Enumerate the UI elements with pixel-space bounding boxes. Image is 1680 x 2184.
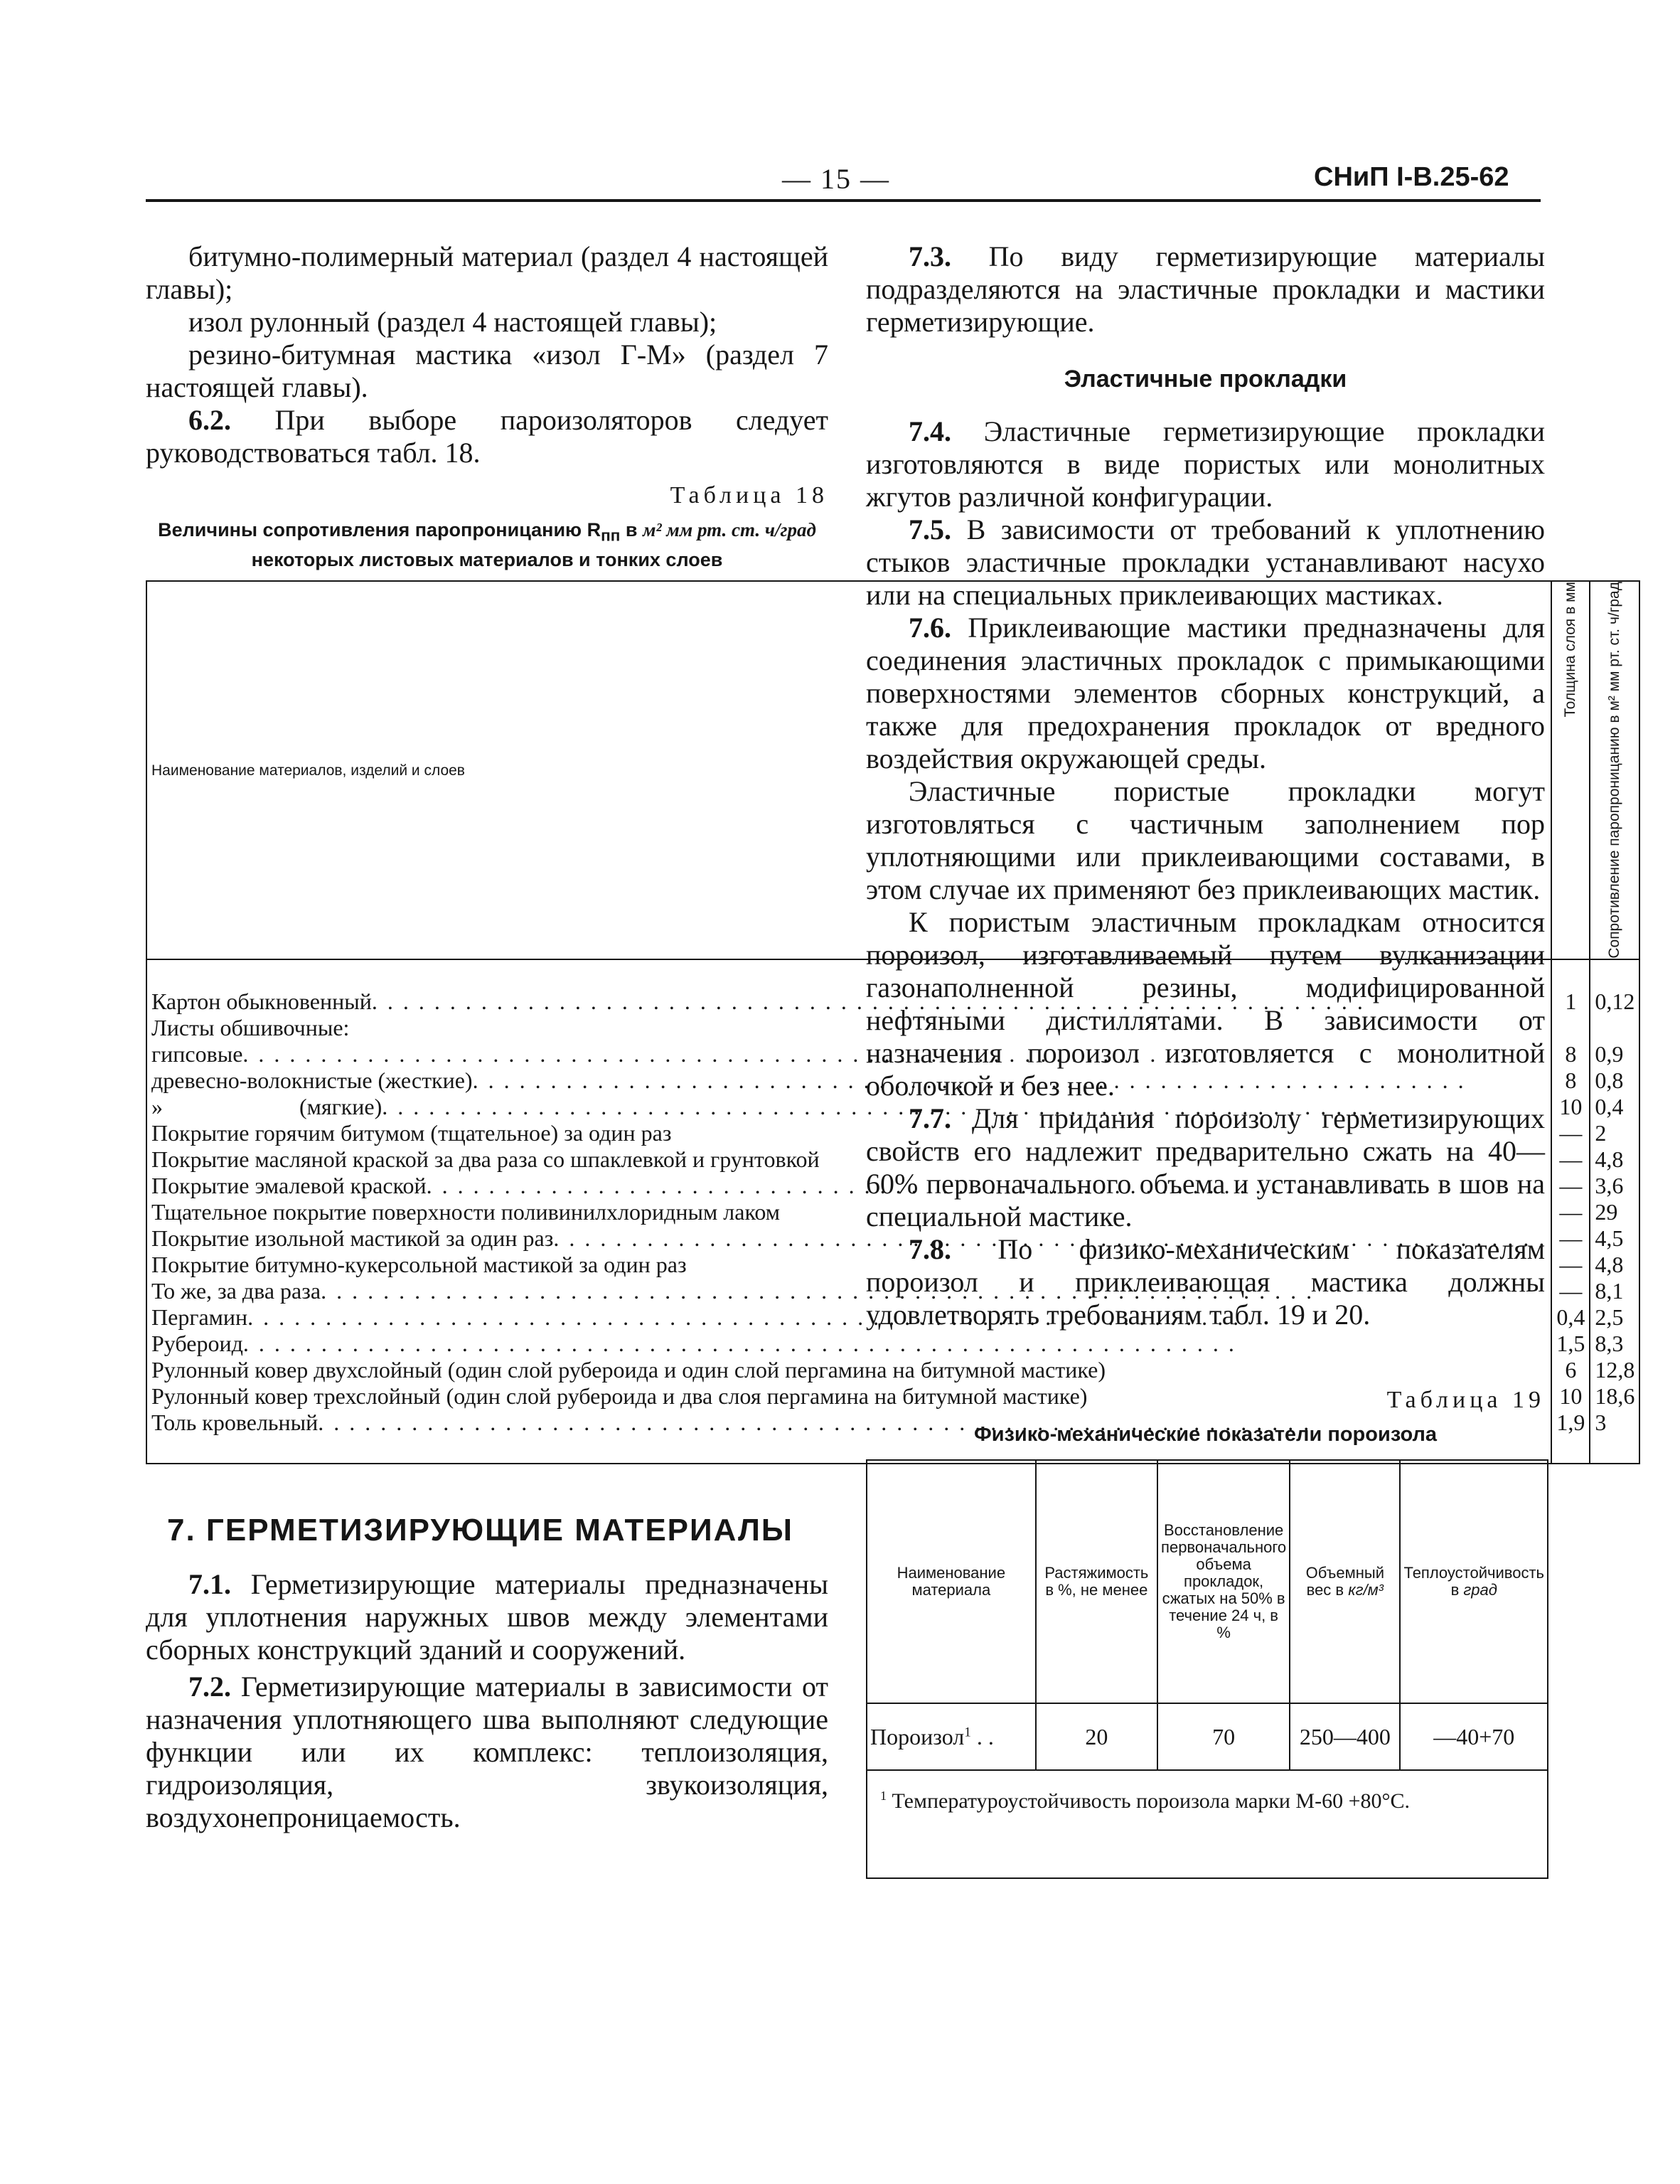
material-name: древесно-волокнистые (жесткие) [151,1067,473,1094]
cell-temperature: —40+70 [1400,1703,1548,1770]
material-name: гипсовые [151,1041,243,1067]
paragraph-bitumen-polymer: битумно-полимерный материал (раздел 4 настоящей главы); [146,240,828,305]
cell-resistance: 12,8 [1590,1357,1639,1383]
cell-weight: 250—400 [1290,1703,1400,1770]
paragraph-porous-gaskets: Эластичные пористые прокладки могут изготовляться с частичным заполнением пор уплотняющими или приклеивающими составами, в этом случае их применяют без приклеивающих мастик. [866,775,1545,905]
table-18-label: Таблица 18 [670,482,828,508]
material-name: Покрытие изольной мастикой за один раз [151,1225,554,1252]
paragraph-poroizol: К пористым эластичным прокладкам относится пороизол, изготавливаемый путем вулканизации газонаполненной резины, модифицированной нефтяными дистиллятами. В зависимости от назначения пороизол изготовляется с монолитной оболочкой и без нее. [866,906,1545,1102]
header-units: град [1463,1581,1497,1599]
material-name: Тщательное покрытие поверхности поливинилхлоридным лаком [151,1199,781,1225]
clause-number: 7.4. [909,415,951,447]
cell-thickness: 8 [1551,1041,1590,1067]
paragraph-7-2 [146,1671,828,1834]
table-18-caption [146,518,828,572]
cell-resistance: 0,9 [1590,1041,1639,1067]
material-name: » (мягкие) [151,1094,382,1120]
clause-text: В зависимости от требований к уплотнению стыков эластичные прокладки устанавливают насухо или на специальных приклеивающих мастиках. [866,513,1546,611]
caption-part: Величины сопротивления паропроницанию R [158,519,601,540]
clause-text: При выборе пароизоляторов следует руководствоваться табл. 18. [146,404,829,469]
material-name: Рулонный ковер двухслойный (один слой рубероида и один слой пергамина на битумной мастике) [151,1357,1106,1383]
cell-thickness: 1 [1551,959,1590,1015]
table-19 [866,1459,1548,1879]
paragraph-7-5 [866,513,1545,612]
caption-part: в [625,519,638,540]
vertical-header-text: Сопротивление паропроницанию в м² мм рт. ст. ч/град [1606,582,1623,959]
cell-resistance [1590,1015,1639,1041]
material-name: Покрытие эмалевой краской [151,1173,427,1199]
cell-material [867,1703,1036,1770]
cell-thickness: — [1551,1278,1590,1304]
subheading-elastic-gaskets: Эластичные прокладки [1064,366,1347,393]
material-name: То же, за два раза [151,1278,321,1304]
cell-thickness: 8 [1551,1067,1590,1094]
column-header-restore: Восстановление первоначального объема прокладок, сжатых на 50% в течение 24 ч, в % [1157,1460,1290,1703]
header-rule [146,199,1541,202]
cell-thickness: 10 [1551,1383,1590,1410]
cell-resistance: 0,4 [1590,1094,1639,1120]
clause-number: 7.7. [909,1102,951,1134]
caption-part: некоторых листовых материалов и тонких слоев [251,549,723,571]
cell-thickness: — [1551,1225,1590,1252]
cell-resistance: 2 [1590,1120,1639,1146]
cell-resistance: 8,3 [1590,1331,1639,1357]
cell-thickness: 10 [1551,1094,1590,1120]
clause-text: Приклеивающие мастики предназначены для соединения эластичных прокладок с примыкающими поверхностями элементов сборных конструкций, а также для предохранения прокладок от вредного воздействия окружающей среды. [866,612,1545,774]
footnote-mark: 1 [964,1725,971,1740]
paragraph-izol-roll: изол рулонный (раздел 4 настоящей главы); [188,306,717,338]
material-name: Рубероид [151,1331,243,1357]
column-header-thickness [1551,581,1590,959]
clause-number: 7.8. [909,1233,951,1265]
right-column [866,240,1545,1879]
table-row [867,1703,1548,1770]
cell-thickness [1551,1015,1590,1041]
cell-resistance: 29 [1590,1199,1639,1225]
cell-thickness: 1,9 [1551,1410,1590,1464]
section-title: 7. ГЕРМЕТИЗИРУЮЩИЕ МАТЕРИАЛЫ [167,1513,793,1548]
cell-text: Пороизол [870,1724,965,1749]
clause-number: 7.5. [909,513,951,545]
table-19-caption: Физико-механические показатели пороизола [973,1423,1438,1446]
cell-resistance: 3,6 [1590,1173,1639,1199]
paragraph-7-6 [866,612,1545,775]
paragraph-7-4 [866,415,1545,513]
cell-thickness: — [1551,1173,1590,1199]
header-text: Объемный вес в [1305,1564,1384,1599]
material-name: Пергамин [151,1304,248,1331]
cell-resistance: 4,5 [1590,1225,1639,1252]
paragraph-7-7 [866,1102,1545,1233]
footnote-text: Температуроустойчивость пороизола марки М-60 +80°С. [892,1789,1410,1813]
leader-dots: . . [976,1724,994,1749]
clause-text: Эластичные герметизирующие прокладки изготовляются в виде пористых или монолитных жгутов различной конфигурации. [866,415,1546,513]
cell-thickness: — [1551,1120,1590,1146]
footnote-mark: 1 [880,1789,887,1803]
header-units: кг/м³ [1348,1581,1384,1599]
cell-thickness: — [1551,1199,1590,1225]
page-number: — 15 — [782,163,890,195]
paragraph-6-2 [146,404,828,469]
material-name: Покрытие масляной краской за два раза со шпаклевкой и грунтовкой [151,1146,820,1173]
material-name: Покрытие битумно-кукерсольной мастикой за один раз [151,1252,687,1278]
clause-text: По виду герметизирующие материалы подразделяются на эластичные прокладки и мастики герметизирующие. [866,240,1545,338]
material-name: Картон обыкновенный [151,989,372,1015]
clause-number: 7.3. [909,240,951,272]
clause-number: 7.2. [188,1671,231,1703]
cell-thickness: — [1551,1252,1590,1278]
material-name: Покрытие горячим битумом (тщательное) за один раз [151,1120,672,1146]
clause-number: 7.1. [188,1568,231,1601]
header-text: Теплоустойчивость в [1403,1564,1544,1599]
clause-text: Герметизирующие материалы в зависимости от назначения уплотняющего шва выполняют следующие функции или их комплекс: теплоизоляция, гидроизоляция, звукоизоляция, воздухонепроницаемость. [146,1671,829,1834]
cell-resistance: 3 [1590,1410,1639,1464]
material-name: Рулонный ковер трехслойный (один слой рубероида и два слоя пергамина на битумной мастике) [151,1383,1088,1410]
cell-resistance: 0,8 [1590,1067,1639,1094]
clause-text: По физико-механическим показателям пороизол и приклеивающая мастика должны удовлетворять требованиям табл. 19 и 20. [866,1233,1546,1331]
clause-number: 7.6. [909,612,951,644]
cell-resistance: 2,5 [1590,1304,1639,1331]
caption-units: м² мм рт. ст. ч/град [642,519,816,540]
cell-thickness: 0,4 [1551,1304,1590,1331]
cell-resistance: 18,6 [1590,1383,1639,1410]
cell-resistance: 8,1 [1590,1278,1639,1304]
column-header-stretch: Растяжимость в %, не менее [1036,1460,1157,1703]
clause-text: Для придания пороизолу герметизирующих свойств его надлежит предварительно сжать на 40—60% первоначального объема и устанавливать в шов на специальной мастике. [866,1102,1545,1232]
table-19-label: Таблица 19 [1386,1387,1545,1413]
column-header-resistance [1590,581,1639,959]
paragraph-7-1 [146,1568,828,1666]
material-name: Толь кровельный [151,1410,319,1436]
column-header-name: Наименование материалов, изделий и слоев [146,581,1551,959]
clause-text: Герметизирующие материалы предназначены для уплотнения наружных швов между элементами сборных конструкций зданий и сооружений. [146,1568,828,1666]
caption-subscript: пп [601,526,621,545]
vertical-header-text: Толщина слоя в мм [1562,582,1579,718]
paragraph-7-8 [866,1233,1545,1331]
clause-number: 6.2. [188,404,231,436]
cell-thickness: 1,5 [1551,1331,1590,1357]
cell-thickness: 6 [1551,1357,1590,1383]
cell-restore: 70 [1157,1703,1290,1770]
column-header-weight [1290,1460,1400,1703]
document-code: СНиП I-B.25-62 [1314,162,1509,192]
paragraph-7-3 [866,240,1545,339]
cell-stretch: 20 [1036,1703,1157,1770]
material-name: Листы обшивочные: [151,1015,350,1041]
column-header-temperature [1400,1460,1548,1703]
cell-resistance: 0,12 [1590,959,1639,1015]
cell-thickness: — [1551,1146,1590,1173]
cell-resistance: 4,8 [1590,1252,1639,1278]
column-header-material: Наименование материала [867,1460,1036,1703]
table-footnote [867,1770,1548,1878]
cell-resistance: 4,8 [1590,1146,1639,1173]
paragraph-rubber-bitumen: резино-битумная мастика «изол Г-М» (раздел 7 настоящей главы). [146,339,828,403]
